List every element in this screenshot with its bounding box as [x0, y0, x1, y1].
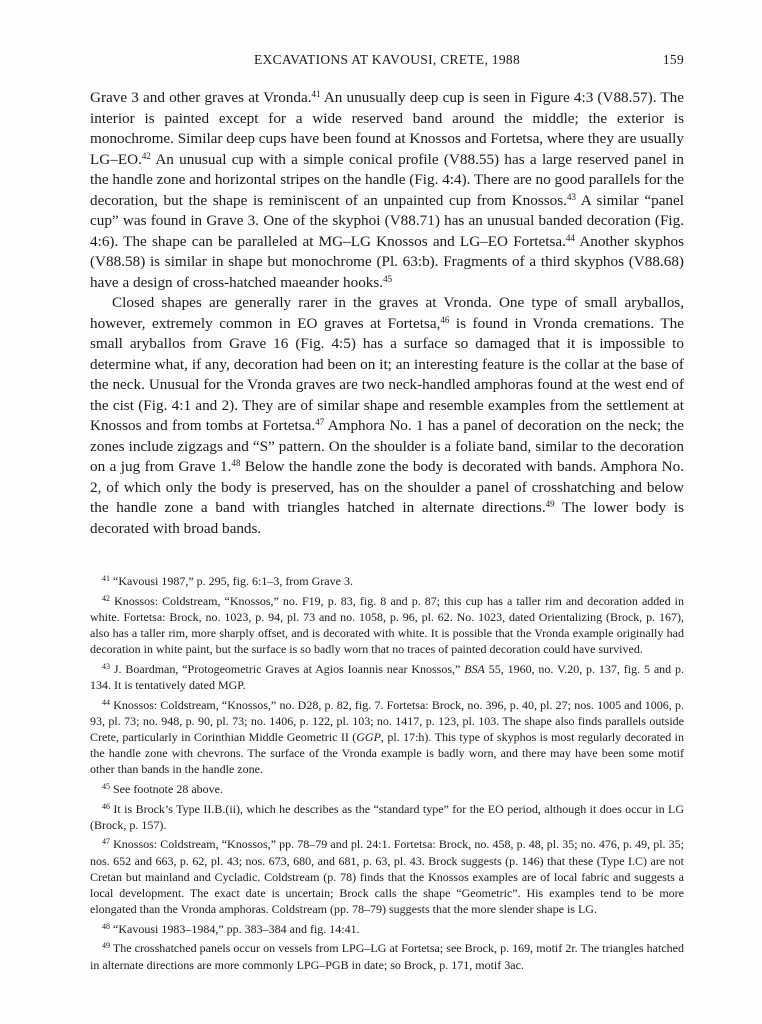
- footnote-number: 47: [102, 837, 110, 847]
- footnote: [90, 940, 684, 972]
- text-run: Below the handle zone the body is decorated with bands. Amphora No. 2, of which only the body is preserved, has on the shoulder a panel of crosshatching and below the handle zone a band with triangles hatched in alternate directions.: [90, 458, 684, 516]
- footnote-marker[interactable]: 42: [141, 150, 151, 161]
- text-run: Knossos: Coldstream, “Knossos,” no. D28, p. 82, fig. 7. Fortetsa: Brock, no. 396, p. 40, pl. 27; nos. 1005 and 1006, p. 93, pl. 73; no. 948, p. 90, pl. 73; no. 1406, p. 122, pl. 103; no. 1417, p. 123, pl. 103. The shape also finds parallels outside Crete, particularly in Corinthian Middle Geometric II (: [90, 697, 684, 744]
- text-run: is found in Vronda cremations. The small aryballos from Grave 16 (Fig. 4:5) has a surface so damaged that it is impossible to determine what, if any, decoration had been on it; an interesting feature is the collar at the base of the neck. Unusual for the Vronda graves are two neck-handled amphoras found at the west end of the cist (Fig. 4:1 and 2). They are of similar shape and resemble examples from the settlement at Knossos and from tombs at Fortetsa.: [90, 314, 684, 434]
- footnote-number: 49: [102, 941, 110, 951]
- text-run: The crosshatched panels occur on vessels from LPG–LG at Fortetsa; see Brock, p. 169, motif 2r. The triangles hatched in alternate directions are more commonly LPG–PGB in date; so Brock, p. 171, motif 3ac.: [90, 941, 684, 972]
- running-title: EXCAVATIONS AT KAVOUSI, CRETE, 1988: [253, 52, 521, 67]
- text-run: 55, 1960, no. V.20, p. 137, fig. 5 and p. 134. It is tentatively dated MGP.: [90, 661, 685, 692]
- text-run: “Kavousi 1987,” p. 295, fig. 6:1–3, from Grave 3.: [113, 574, 353, 588]
- text-run: Knossos: Coldstream, “Knossos,” no. F19, p. 83, fig. 8 and p. 87; this cup has a taller rim and decoration added in white. Fortetsa: Brock, no. 1023, p. 94, pl. 73 and no. 1058, p. 96, pl. 62. No. 1023, dated Orientalizing (Brock, p. 167), also has a taller rim, more sharply offset, and is decorated with white. It is possible that the Vronda example originally had decoration in white paint, but the surface is so badly worn that no traces of painted decoration could have survived.: [90, 593, 685, 657]
- footnote-number: 45: [102, 782, 110, 791]
- main-text: [90, 88, 684, 539]
- footnote-marker[interactable]: 43: [566, 191, 576, 202]
- footnote: [90, 593, 684, 658]
- text-run: See footnote 28 above.: [113, 782, 223, 796]
- footnote-marker[interactable]: 46: [440, 314, 450, 325]
- footnote: [90, 697, 684, 778]
- footnote-number: 42: [102, 593, 110, 603]
- body-paragraph: [90, 293, 684, 539]
- footnote: [90, 921, 684, 937]
- footnote: [90, 661, 684, 693]
- footnote: [90, 801, 684, 833]
- footnote-marker[interactable]: 49: [545, 499, 555, 509]
- text-run: An unusual cup with a simple conical profile (V88.55) has a large reserved panel in the handle zone and horizontal stripes on the handle (Fig. 4:4). There are no good parallels for the decoration, but the shape is reminiscent of an unpainted cup from Knossos.: [90, 150, 684, 209]
- footnote: [90, 836, 684, 917]
- footnote-number: 43: [102, 661, 110, 671]
- text-run: The lower body is decorated with broad bands.: [90, 499, 684, 537]
- body-paragraph: [90, 88, 684, 293]
- footnote: [90, 573, 684, 589]
- text-run: J. Boardman, “Protogeometric Graves at Agios Ioannis near Knossos,”: [113, 661, 465, 676]
- text-run: “Kavousi 1983–1984,” pp. 383–384 and fig. 14:41.: [113, 921, 360, 936]
- text-run: An unusually deep cup is seen in Figure 4:3 (V88.57). The interior is painted except for a wide reserved band around the middle; the exterior is monochrome. Similar deep cups have been found at Knossos and Fortetsa, where they are usually LG–EO.: [90, 89, 684, 168]
- running-header: [90, 52, 684, 72]
- text-run: Grave 3 and other graves at Vronda.: [90, 89, 312, 106]
- footnote-marker[interactable]: 48: [231, 458, 241, 468]
- footnote-number: 41: [102, 574, 110, 583]
- text-run: Closed shapes are generally rarer in the graves at Vronda. One type of small aryballos, however, extremely common in EO graves at Fortetsa,: [90, 294, 684, 332]
- footnote-marker[interactable]: 44: [565, 232, 575, 243]
- italic-text: GGP: [356, 730, 381, 744]
- text-run: Amphora No. 1 has a panel of decoration on the neck; the zones include zigzags and “S” pattern. On the shoulder is a foliate band, similar to the decoration on a jug from Grave 1.: [90, 417, 685, 475]
- footnote-number: 48: [102, 921, 110, 931]
- footnote-marker[interactable]: 47: [315, 417, 325, 427]
- footnote: [90, 781, 684, 797]
- footnote-marker[interactable]: 41: [311, 89, 321, 99]
- text-run: It is Brock’s Type II.B.(ii), which he describes as the “standard type” for the EO period, although it does occur in LG (Brock, p. 157).: [90, 801, 684, 832]
- footnotes: [90, 573, 684, 976]
- text-run: A similar “panel cup” was found in Grave 3. One of the skyphoi (V88.71) has an unusual banded decoration (Fig. 4:6). The shape can be paralleled at MG–LG Knossos and LG–EO Fortetsa.: [90, 191, 684, 250]
- text-run: Knossos: Coldstream, “Knossos,” pp. 78–79 and pl. 24:1. Fortetsa: Brock, no. 458, p. 48, pl. 35; no. 476, p. 49, pl. 35; nos. 652 and 663, p. 62, pl. 43; nos. 673, 680, and 681, p. 63, pl. 43. Brock suggests (p. 146) that these (Type I.C) are not Cretan but mainland and Cycladic. Coldstream (p. 78) finds that the Knossos examples are of local fabric and suggests a local development. The exact date is uncertain; Brock calls the shape “Geometric”. His examples tend to be more elongated than the Vronda amphoras. Coldstream (pp. 78–79) suggests that the more slender shape is LG.: [90, 837, 685, 917]
- text-run: , pl. 17:h). This type of skyphos is most regularly decorated in the handle zone with chevrons. The surface of the Vronda example is badly worn, and there may have been some motif other than bands in the handle zone.: [90, 730, 684, 777]
- footnote-marker[interactable]: 45: [383, 273, 393, 284]
- text-run: Another skyphos (V88.58) is similar in shape but monochrome (Pl. 63:b). Fragments of a third skyphos (V88.68) have a design of cross-hatched maeander hooks.: [90, 232, 684, 291]
- italic-text: BSA: [464, 661, 485, 676]
- page-number: 159: [662, 52, 684, 67]
- footnote-number: 46: [102, 801, 110, 811]
- footnote-number: 44: [102, 697, 110, 707]
